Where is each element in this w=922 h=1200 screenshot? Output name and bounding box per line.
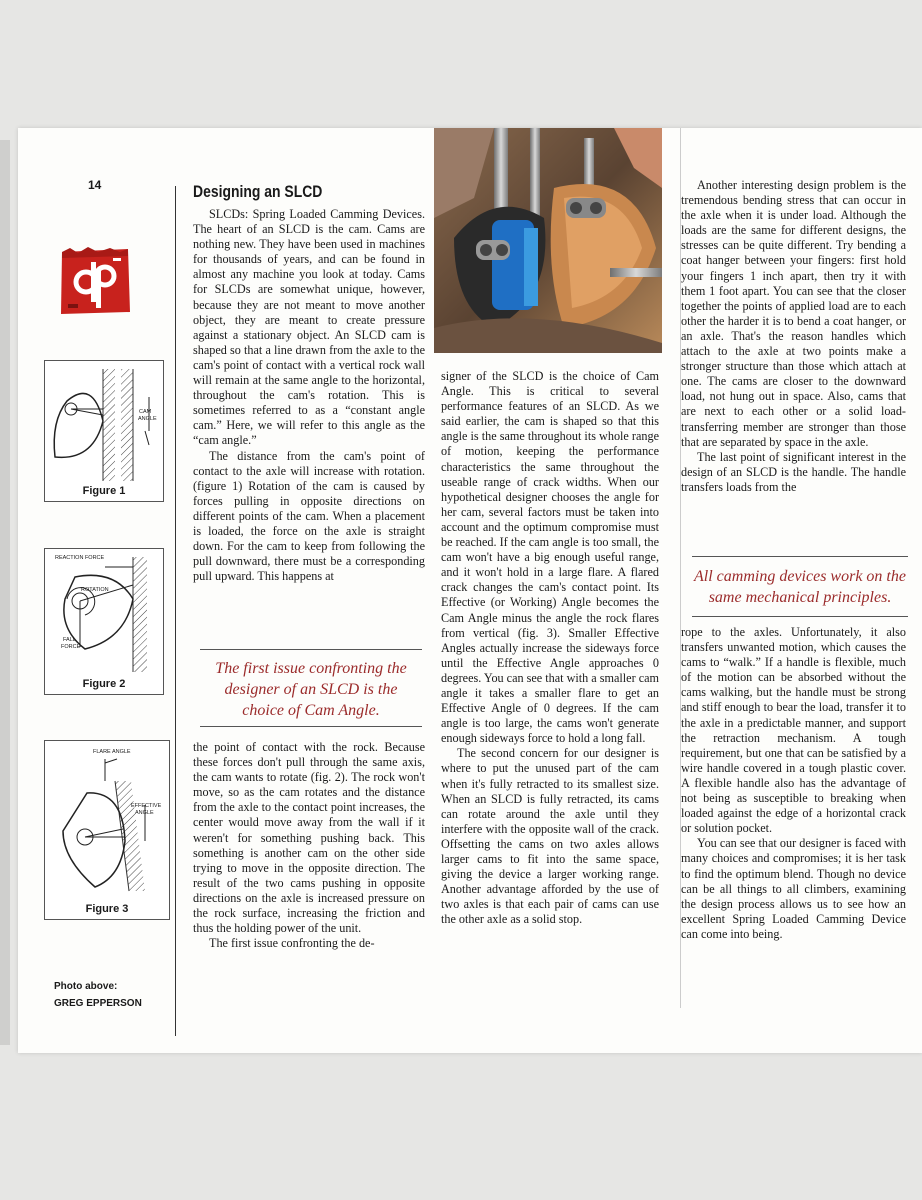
fig1-label-cam: CAM xyxy=(139,409,152,415)
figure-2 xyxy=(44,548,164,695)
paragraph: The second concern for our designer is where to put the unused part of the cam when it's fully retracted to its smallest size. When an SLCD is fully retracted, its cams can rotate around the axle until they interfere with the opposite wall of the crack. Offsetting the cams on two axles allows larger cams to fit into the same space, giving the device a larger working range. Another advantage afforded by the use of two axles is that each pair of cams can use the other axle as a solid stop. xyxy=(441,746,659,927)
column-1-top xyxy=(193,207,425,584)
paragraph: Another interesting design problem is the tremendous bending stress that can occur in the axle when it is under load. Although the loads are the same for different designs, the stresses can be quite different. Try bending a coat hanger between your fingers: first hold your fingers 1 inch apart, then try it with them 1 foot apart. You can see that the closer together the points of applied load are to each other the harder it is to bend a coat hanger, or an axle. That's the reason handles which attach to the axle at two points make a stronger structure than those which attach at one. The cams are closer to the downward load, not hung out in space. Also, cams that are next to each other or a solid load-transferring member are stronger than those that are separated by space in the axle. xyxy=(681,178,906,449)
photo-credit-label: Photo above: xyxy=(54,981,118,992)
pull-quote-2-rule-top xyxy=(692,556,908,557)
cam-device-photo xyxy=(434,128,662,353)
sidebar-divider xyxy=(175,186,176,1036)
fig2-label-force: FORCE xyxy=(61,644,81,650)
fig3-label-angle: ANGLE xyxy=(135,810,154,816)
figure-1-caption: Figure 1 xyxy=(82,485,126,497)
magazine-page xyxy=(18,128,922,1053)
paragraph: The distance from the cam's point of contact to the axle will increase with rotation. (figure 1) Rotation of the cam is caused by forces pulling in opposite directions on different points of the cam. When a placement is loaded, the force on the axle is straight down. For the cam to keep from following the pull downward, there must be a corresponding pull upward. This happens at xyxy=(193,448,425,584)
paragraph: SLCDs: Spring Loaded Camming Devices. The heart of an SLCD is the cam. Cams are nothing new. They have been used in machines for thousands of years, and can be found in almost any machine you look at today. Cams for SLCDs are somewhat unique, however, because they are not meant to move another object, they are meant to create pressure against a stationary object. An SLCD cam is shaped so that a line drawn from the axle to the cam's point of contact with a vertical rock wall will remain at the same angle to the horizontal, throughout the cam's rotation. This is sometimes referred to as a “constant angle cam.” Here, we will refer to this angle as the “cam angle.” xyxy=(193,207,425,448)
paragraph: The first issue confronting the de- xyxy=(209,936,375,951)
page-binding-edge xyxy=(0,140,10,1045)
fig3-label-flare: FLARE ANGLE xyxy=(93,749,131,755)
figure-3-caption: Figure 3 xyxy=(85,903,129,915)
paragraph: You can see that our designer is faced with many choices and compromises; it is her task to find the optimum blend. Though no device can be all things to all climbers, examining the design process allows us to see how an excellent Spring Loaded Camming Device can come into being. xyxy=(681,836,906,941)
figure-2-caption: Figure 2 xyxy=(82,678,126,690)
page-number: 14 xyxy=(88,178,102,192)
article-title: Designing an SLCD xyxy=(193,182,323,201)
paragraph: The last point of significant interest in the design of an SLCD is the handle. The handle transfers loads from the xyxy=(681,449,906,494)
paragraph: rope to the axles. Unfortunately, it also transfers unwanted motion, which causes the cams to “walk.” If a handle is flexible, much of the motion can be absorbed without the cams walking, but the handle must be strong and stiff enough to bear the load, transfer it to the axle in a predictable manner, and support the retraction mechanism. A tough requirement, but one that can be satisfied by a wire handle covered in a tough plastic cover. A flexible handle also has the advantage of not being as susceptible to breaking when loaded against the edge of a horizontal crack or solution pocket. xyxy=(681,625,906,836)
fig2-label-reaction: REACTION FORCE xyxy=(55,555,105,561)
pull-quote-rule-bottom xyxy=(200,726,422,727)
fig2-label-fall: FALL xyxy=(63,637,76,643)
figure-1 xyxy=(44,360,164,502)
paragraph: signer of the SLCD is the choice of Cam Angle. This is critical to several performance features of an SLCD. As we said earlier, the cam is shaped so that this angle is the same throughout its whole range of motion, keeping the performance characteristics the same throughout the useable range of crack widths. When our hypothetical designer chooses the angle for her cam, several factors must be taken into account and the optimum compromise must be reached. If the cam angle is too small, the cam won't have a big enough useful range, and it won't hold in a large flare. A flared crack changes the cam's contact point. Its Effective (or Working) Angle becomes the Cam Angle minus the angle the rock flares from vertical (fig. 3). Smaller Effective Angles actually increase the sideways force until the Effective Angle approaches 0 degrees. You can see that with a smaller cam angle it takes a smaller flare to get an Effective Angle of 0 degrees. If the cam angle is too large, the cams won't generate enough sideways force to hold a long fall. xyxy=(441,369,659,746)
column-3-bottom xyxy=(681,625,906,942)
photographer-name: GREG EPPERSON xyxy=(54,998,142,1009)
fig2-label-rotation: ROTATION xyxy=(81,587,109,593)
pull-quote-2: All camming devices work on the same mechanical principles. xyxy=(694,568,906,606)
pull-quote-2-rule-bottom xyxy=(692,616,908,617)
fig1-label-angle: ANGLE xyxy=(138,416,157,422)
paragraph: the point of contact with the rock. Because these forces don't pull through the same axis, the cam wants to rotate (fig. 2). The rock won't move, so as the cam rotates and the distance from the axle to the contact point increases, the center would move away from the wall if it weren't for something pushing back. This something is another cam on the other side trying to move in the opposite direction. The result of the two cams pushing in opposite directions on the axle is increased pressure on the rock surface, increasing the friction and thus the holding power of the unit. xyxy=(193,740,425,936)
fig3-label-effective: EFFECTIVE xyxy=(131,803,162,809)
figure-3 xyxy=(44,740,170,920)
pull-quote-1: The first issue confronting the designer of an SLCD is the choice of Cam Angle. xyxy=(215,660,407,719)
column-3-top xyxy=(681,178,906,495)
publisher-logo-icon xyxy=(58,246,132,316)
column-1-bottom xyxy=(193,740,425,951)
photo-credit xyxy=(54,978,142,1012)
column-2 xyxy=(441,369,659,927)
pull-quote-rule-top xyxy=(200,649,422,650)
